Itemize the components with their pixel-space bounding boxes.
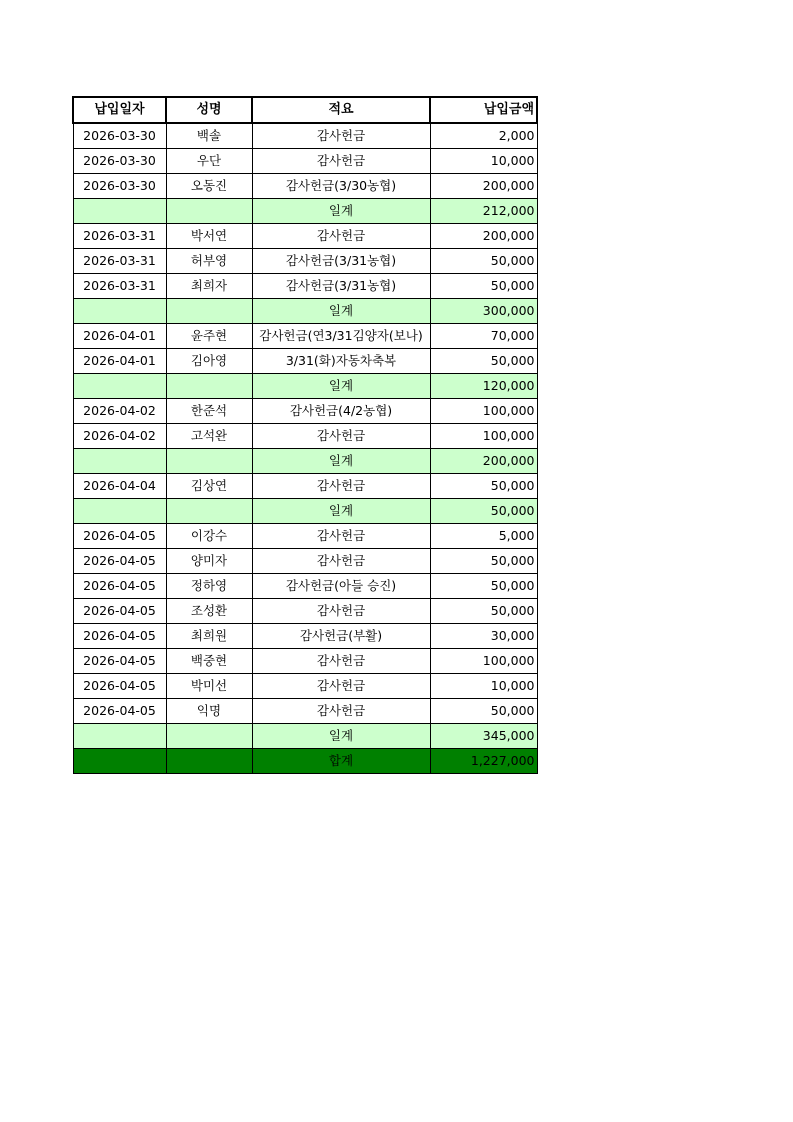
cell-name: 윤주현 xyxy=(166,324,252,349)
table-row xyxy=(73,649,537,674)
cell-name: 김상연 xyxy=(166,474,252,499)
cell-amount: 120,000 xyxy=(430,374,537,399)
cell-amount: 50,000 xyxy=(430,574,537,599)
cell-amount: 200,000 xyxy=(430,449,537,474)
cell-date xyxy=(73,299,166,324)
cell-date: 2026-04-05 xyxy=(73,574,166,599)
cell-amount: 50,000 xyxy=(430,549,537,574)
cell-name: 익명 xyxy=(166,699,252,724)
cell-name xyxy=(166,299,252,324)
cell-name xyxy=(166,749,252,774)
cell-date xyxy=(73,199,166,224)
cell-description: 일계 xyxy=(252,374,430,399)
cell-amount: 50,000 xyxy=(430,599,537,624)
cell-date: 2026-03-31 xyxy=(73,224,166,249)
cell-description: 감사헌금 xyxy=(252,649,430,674)
table-row xyxy=(73,324,537,349)
subtotal-row xyxy=(73,449,537,474)
cell-amount: 300,000 xyxy=(430,299,537,324)
subtotal-row xyxy=(73,499,537,524)
cell-description: 감사헌금 xyxy=(252,224,430,249)
cell-amount: 1,227,000 xyxy=(430,749,537,774)
cell-description: 일계 xyxy=(252,724,430,749)
cell-name: 박서연 xyxy=(166,224,252,249)
cell-amount: 50,000 xyxy=(430,474,537,499)
cell-name xyxy=(166,724,252,749)
header-name: 성명 xyxy=(166,97,252,123)
table-header xyxy=(73,97,537,123)
cell-description: 합계 xyxy=(252,749,430,774)
cell-amount: 100,000 xyxy=(430,399,537,424)
cell-description: 감사헌금(3/31농협) xyxy=(252,274,430,299)
cell-description: 감사헌금(연3/31김양자(보나) xyxy=(252,324,430,349)
cell-date: 2026-03-30 xyxy=(73,149,166,174)
cell-name: 한준석 xyxy=(166,399,252,424)
table-row xyxy=(73,549,537,574)
cell-date xyxy=(73,374,166,399)
cell-name: 김아영 xyxy=(166,349,252,374)
cell-name: 오동진 xyxy=(166,174,252,199)
cell-description: 감사헌금 xyxy=(252,474,430,499)
cell-amount: 100,000 xyxy=(430,424,537,449)
cell-date xyxy=(73,749,166,774)
cell-description: 감사헌금 xyxy=(252,549,430,574)
cell-amount: 70,000 xyxy=(430,324,537,349)
subtotal-row xyxy=(73,299,537,324)
cell-name xyxy=(166,499,252,524)
table-row xyxy=(73,599,537,624)
cell-amount: 50,000 xyxy=(430,499,537,524)
table-row xyxy=(73,574,537,599)
table-body xyxy=(73,123,537,774)
table-row xyxy=(73,399,537,424)
cell-date xyxy=(73,449,166,474)
cell-amount: 50,000 xyxy=(430,274,537,299)
cell-description: 감사헌금(3/30농협) xyxy=(252,174,430,199)
subtotal-row xyxy=(73,724,537,749)
cell-description: 감사헌금 xyxy=(252,149,430,174)
subtotal-row xyxy=(73,199,537,224)
cell-amount: 30,000 xyxy=(430,624,537,649)
cell-name: 양미자 xyxy=(166,549,252,574)
cell-name: 최희자 xyxy=(166,274,252,299)
cell-amount: 345,000 xyxy=(430,724,537,749)
cell-name: 정하영 xyxy=(166,574,252,599)
cell-date: 2026-04-01 xyxy=(73,324,166,349)
cell-name xyxy=(166,449,252,474)
table-row xyxy=(73,424,537,449)
cell-amount: 10,000 xyxy=(430,149,537,174)
cell-name xyxy=(166,374,252,399)
cell-date: 2026-03-31 xyxy=(73,249,166,274)
cell-date: 2026-03-30 xyxy=(73,174,166,199)
table-row xyxy=(73,149,537,174)
grand-total-row xyxy=(73,749,537,774)
cell-amount: 50,000 xyxy=(430,349,537,374)
table-row xyxy=(73,474,537,499)
cell-date: 2026-04-01 xyxy=(73,349,166,374)
table-row xyxy=(73,674,537,699)
cell-description: 감사헌금 xyxy=(252,424,430,449)
cell-description: 감사헌금 xyxy=(252,699,430,724)
cell-amount: 2,000 xyxy=(430,123,537,149)
cell-description: 3/31(화)자동차축복 xyxy=(252,349,430,374)
cell-description: 감사헌금(부활) xyxy=(252,624,430,649)
cell-date: 2026-04-02 xyxy=(73,424,166,449)
offering-ledger-table xyxy=(72,96,538,774)
cell-date: 2026-04-05 xyxy=(73,549,166,574)
table-row xyxy=(73,624,537,649)
header-date: 납입일자 xyxy=(73,97,166,123)
cell-name xyxy=(166,199,252,224)
cell-amount: 5,000 xyxy=(430,524,537,549)
cell-amount: 50,000 xyxy=(430,249,537,274)
cell-name: 조성환 xyxy=(166,599,252,624)
table-row xyxy=(73,174,537,199)
cell-description: 감사헌금 xyxy=(252,599,430,624)
cell-date xyxy=(73,724,166,749)
cell-description: 감사헌금(3/31농협) xyxy=(252,249,430,274)
table-row xyxy=(73,349,537,374)
cell-date: 2026-04-05 xyxy=(73,674,166,699)
cell-date: 2026-04-04 xyxy=(73,474,166,499)
cell-date: 2026-03-30 xyxy=(73,123,166,149)
cell-description: 일계 xyxy=(252,449,430,474)
cell-amount: 200,000 xyxy=(430,174,537,199)
cell-date: 2026-04-05 xyxy=(73,699,166,724)
table-row xyxy=(73,123,537,149)
cell-description: 감사헌금(4/2농협) xyxy=(252,399,430,424)
cell-name: 우단 xyxy=(166,149,252,174)
table-row xyxy=(73,224,537,249)
cell-name: 고석완 xyxy=(166,424,252,449)
cell-name: 백중현 xyxy=(166,649,252,674)
cell-date: 2026-04-05 xyxy=(73,624,166,649)
cell-name: 최희원 xyxy=(166,624,252,649)
cell-date: 2026-04-05 xyxy=(73,599,166,624)
cell-description: 감사헌금 xyxy=(252,524,430,549)
cell-description: 일계 xyxy=(252,299,430,324)
header-amount: 납입금액 xyxy=(430,97,537,123)
cell-name: 박미선 xyxy=(166,674,252,699)
cell-date: 2026-04-05 xyxy=(73,524,166,549)
header-row xyxy=(73,97,537,123)
cell-amount: 50,000 xyxy=(430,699,537,724)
cell-name: 이강수 xyxy=(166,524,252,549)
cell-date: 2026-03-31 xyxy=(73,274,166,299)
table-row xyxy=(73,274,537,299)
cell-amount: 100,000 xyxy=(430,649,537,674)
cell-date: 2026-04-02 xyxy=(73,399,166,424)
table-row xyxy=(73,249,537,274)
cell-name: 백솔 xyxy=(166,123,252,149)
cell-amount: 10,000 xyxy=(430,674,537,699)
table-row xyxy=(73,699,537,724)
cell-description: 일계 xyxy=(252,499,430,524)
cell-description: 감사헌금 xyxy=(252,674,430,699)
header-description: 적요 xyxy=(252,97,430,123)
subtotal-row xyxy=(73,374,537,399)
cell-name: 허부영 xyxy=(166,249,252,274)
cell-date: 2026-04-05 xyxy=(73,649,166,674)
cell-description: 감사헌금(아들 승진) xyxy=(252,574,430,599)
cell-amount: 200,000 xyxy=(430,224,537,249)
cell-description: 감사헌금 xyxy=(252,123,430,149)
cell-description: 일계 xyxy=(252,199,430,224)
cell-date xyxy=(73,499,166,524)
cell-amount: 212,000 xyxy=(430,199,537,224)
table-row xyxy=(73,524,537,549)
